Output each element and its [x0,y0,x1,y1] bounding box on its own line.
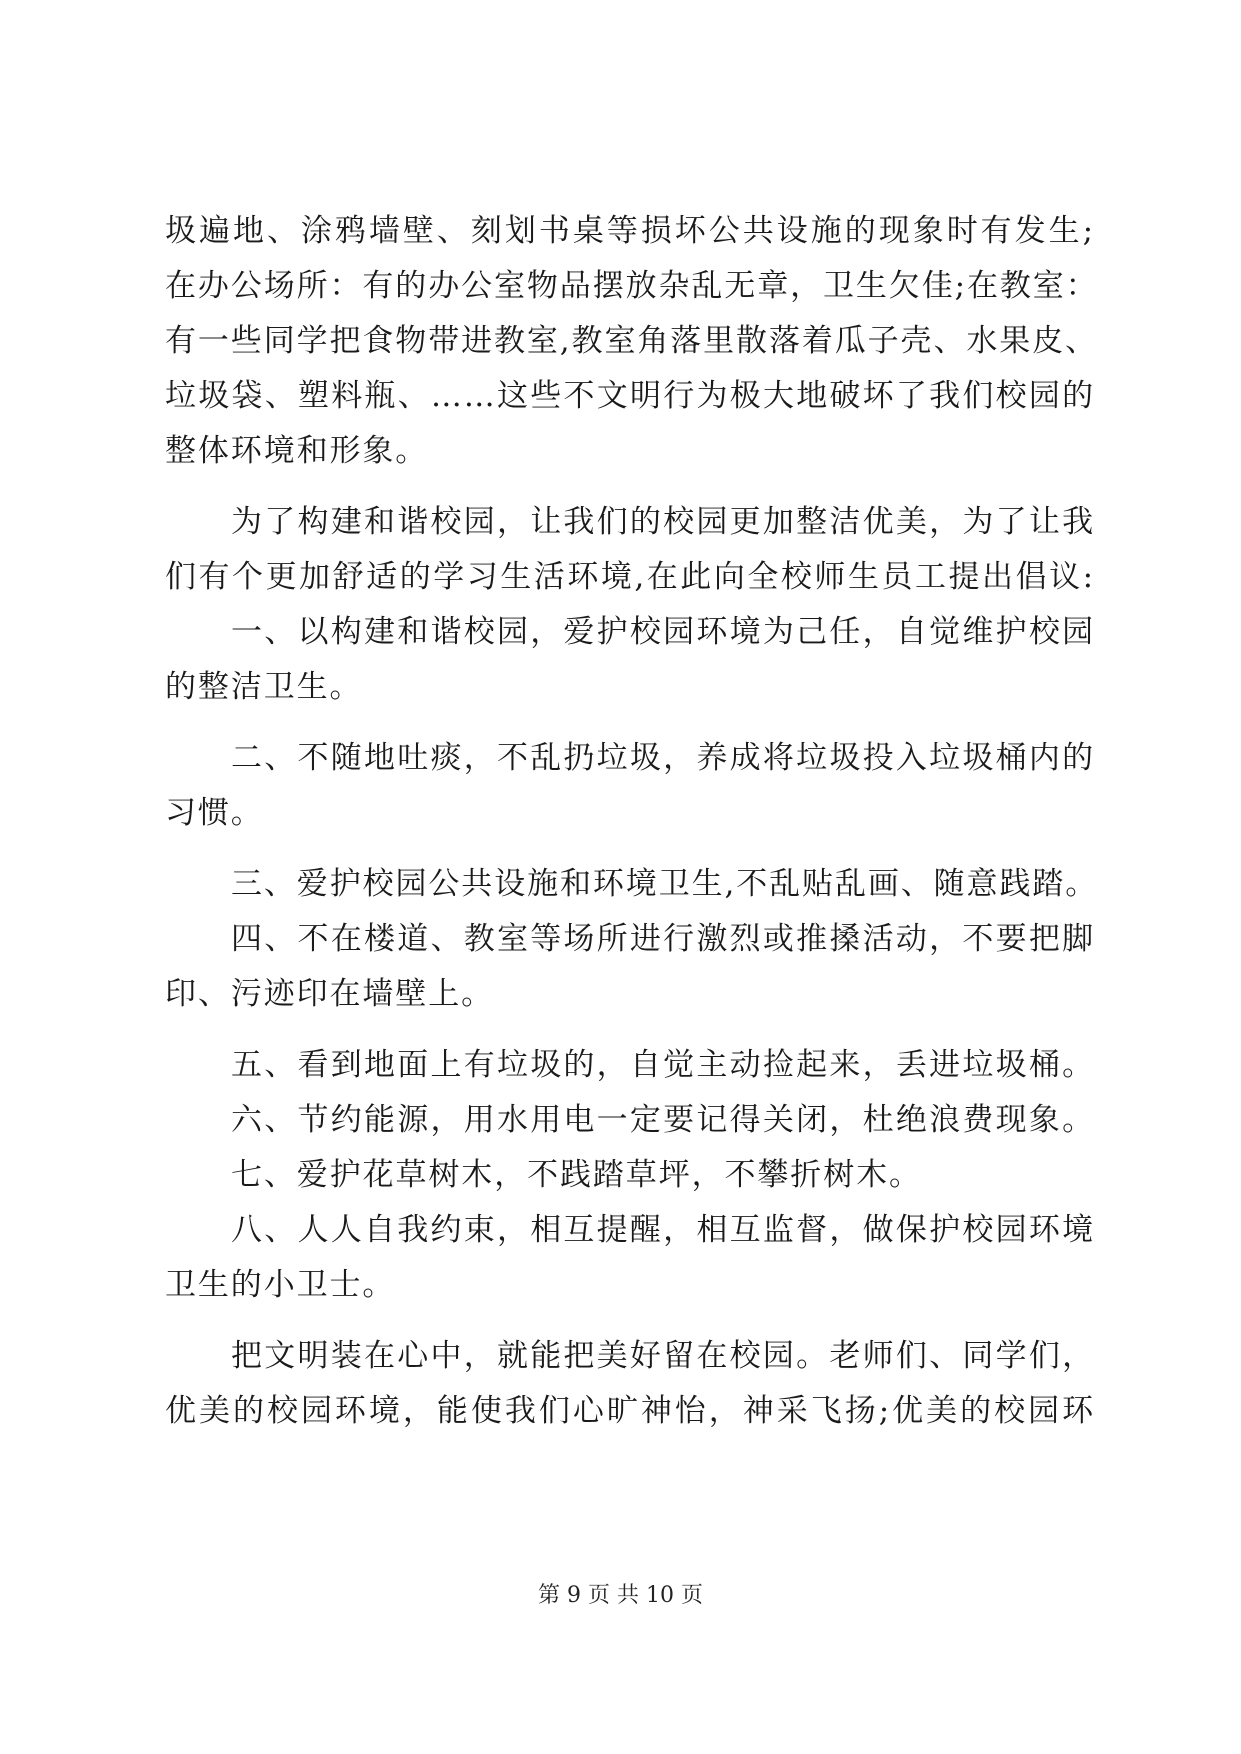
text-line: 把文明装在心中，就能把美好留在校园。老师们、同学们， [231,1338,1095,1374]
paragraph [165,204,1099,479]
text-line: 五、看到地面上有垃圾的，自觉主动捡起来，丢进垃圾桶。 [231,1047,1095,1083]
paragraph [165,495,1095,605]
paragraph [165,1329,1095,1439]
paragraph [165,731,1095,841]
text-line: 卫生的小卫士。 [165,1267,396,1303]
text-line: 的整洁卫生。 [165,669,363,705]
text-line: 六、节约能源，用水用电一定要记得关闭，杜绝浪费现象。 [231,1102,1095,1138]
page-number-footer: 第 9 页 共 10 页 [538,1583,703,1608]
text-line: 二、不随地吐痰，不乱扔垃圾，养成将垃圾投入垃圾桶内的 [231,740,1095,776]
text-line: 垃圾袋、塑料瓶、……这些不文明行为极大地破坏了我们校园的 [165,378,1095,414]
text-line: 四、不在楼道、教室等场所进行激烈或推搡活动，不要把脚 [231,921,1095,957]
paragraph [165,1093,1095,1148]
document-body [165,204,1099,1439]
text-line: 在办公场所：有的办公室物品摆放杂乱无章，卫生欠佳;在教室： [165,268,1099,304]
paragraph [165,857,1099,912]
text-line: 整体环境和形象。 [165,433,429,469]
text-line: 八、人人自我约束，相互提醒，相互监督，做保护校园环境 [231,1212,1095,1248]
text-line: 有一些同学把食物带进教室,教室角落里散落着瓜子壳、水果皮、 [165,323,1098,359]
text-line: 印、污迹印在墙壁上。 [165,976,494,1012]
paragraph [165,1038,1095,1093]
paragraph [165,1148,1095,1203]
paragraph [165,1203,1095,1313]
paragraph [165,605,1095,715]
text-line: 为了构建和谐校园，让我们的校园更加整洁优美，为了让我 [231,504,1095,540]
text-line: 优美的校园环境，能使我们心旷神怡，神采飞扬;优美的校园环 [165,1393,1095,1429]
text-line: 七、爱护花草树木，不践踏草坪，不攀折树木。 [231,1157,922,1193]
paragraph [165,912,1095,1022]
text-line: 们有个更加舒适的学习生活环境,在此向全校师生员工提出倡议: [165,559,1095,595]
text-line: 一、以构建和谐校园，爱护校园环境为己任，自觉维护校园 [231,614,1095,650]
text-line: 三、爱护校园公共设施和环境卫生,不乱贴乱画、随意践踏。 [231,866,1099,902]
text-line: 圾遍地、涂鸦墙壁、刻划书桌等损坏公共设施的现象时有发生; [165,213,1095,249]
text-line: 习惯。 [165,795,264,831]
